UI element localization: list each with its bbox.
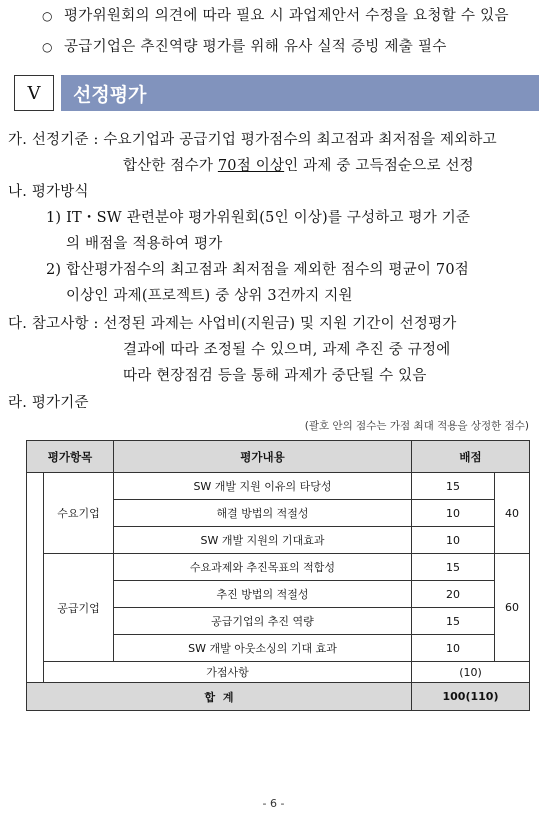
bullet-item: ○ 공급기업은 추진역량 평가를 위해 유사 실적 증빙 제출 필수 xyxy=(42,39,447,55)
row-score: 10 xyxy=(412,635,495,662)
row-content: SW 개발 지원의 기대효과 xyxy=(114,527,412,554)
method-item-2-line-2: 이상인 과제(프로젝트) 중 상위 3건까지 지원 xyxy=(66,288,353,304)
total-score: 100(110) xyxy=(412,683,530,711)
evaluation-criteria-title: 라. 평가기준 xyxy=(8,395,89,411)
method-item-2-line-1: 2) 합산평가점수의 최고점과 최저점을 제외한 점수의 평균이 70점 xyxy=(46,262,469,278)
row-content: 추진 방법의 적절성 xyxy=(114,581,412,608)
row-score: 10 xyxy=(412,500,495,527)
bonus-label: 가점사항 xyxy=(44,662,412,683)
reference-line-1: 다. 참고사항 : 선정된 과제는 사업비(지원금) 및 지원 기간이 선정평가 xyxy=(8,316,457,332)
circle-bullet-icon: ○ xyxy=(42,40,53,54)
row-score: 20 xyxy=(412,581,495,608)
group-subtotal: 60 xyxy=(495,554,530,662)
row-content: 공급기업의 추진 역량 xyxy=(114,608,412,635)
circle-bullet-icon: ○ xyxy=(42,9,53,23)
bullet-item: ○ 평가위원회의 의견에 따라 필요 시 과업제안서 수정을 요청할 수 있음 xyxy=(42,8,509,24)
row-score: 15 xyxy=(412,473,495,500)
row-score: 10 xyxy=(412,527,495,554)
bonus-score: (10) xyxy=(412,662,530,683)
row-content: SW 개발 아웃소싱의 기대 효과 xyxy=(114,635,412,662)
section-number: V xyxy=(14,75,54,111)
header-content: 평가내용 xyxy=(114,441,412,473)
section-title: 선정평가 xyxy=(61,75,539,111)
row-content: 해결 방법의 적절성 xyxy=(114,500,412,527)
table-gutter xyxy=(27,473,44,683)
criteria-line-1: 가. 선정기준 : 수요기업과 공급기업 평가점수의 최고점과 최저점을 제외하고 xyxy=(8,132,497,148)
group-name: 공급기업 xyxy=(44,554,114,662)
reference-line-2: 결과에 따라 조정될 수 있으며, 과제 추진 중 규정에 xyxy=(123,342,451,358)
threshold-underline: 70점 이상 xyxy=(217,158,285,174)
header-item: 평가항목 xyxy=(27,441,114,473)
method-item-1-line-2: 의 배점을 적용하여 평가 xyxy=(66,236,223,252)
row-content: SW 개발 지원 이유의 타당성 xyxy=(114,473,412,500)
bonus-row xyxy=(27,662,530,683)
row-score: 15 xyxy=(412,554,495,581)
criteria-line-2: 합산한 점수가 70점 이상인 과제 중 고득점순으로 선정 xyxy=(123,158,474,174)
table-row xyxy=(27,554,530,581)
reference-line-3: 따라 현장점검 등을 통해 과제가 중단될 수 있음 xyxy=(123,368,427,384)
total-label: 합 계 xyxy=(27,683,412,711)
table-row xyxy=(27,473,530,500)
evaluation-table xyxy=(26,440,530,711)
total-row xyxy=(27,683,530,711)
method-item-1-line-1: 1) IT・SW 관련분야 평가위원회(5인 이상)를 구성하고 평가 기준 xyxy=(46,210,471,226)
row-content: 수요과제와 추진목표의 적합성 xyxy=(114,554,412,581)
group-subtotal: 40 xyxy=(495,473,530,554)
row-score: 15 xyxy=(412,608,495,635)
score-note: (괄호 안의 점수는 가점 최대 적용을 상정한 점수) xyxy=(304,420,529,432)
method-title: 나. 평가방식 xyxy=(8,184,89,200)
group-name: 수요기업 xyxy=(44,473,114,554)
header-score: 배점 xyxy=(412,441,530,473)
page-number: - 6 - xyxy=(262,797,285,810)
